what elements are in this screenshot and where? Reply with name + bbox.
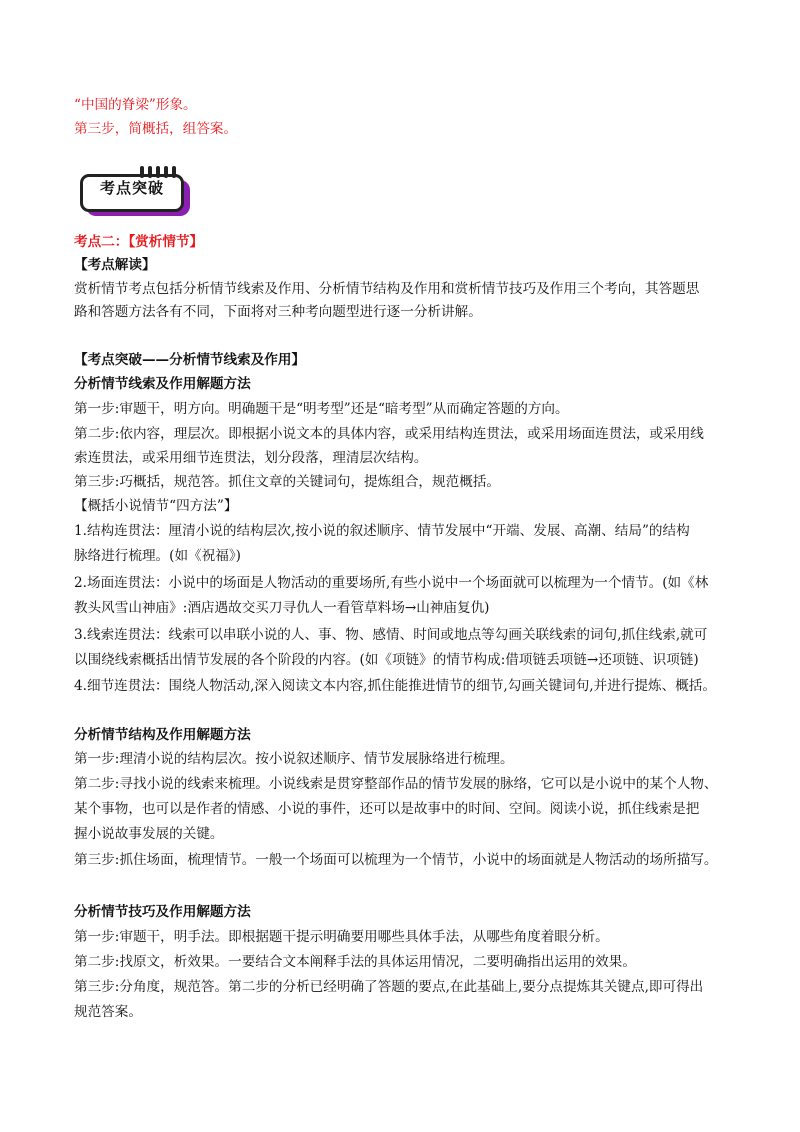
part2-step3: 第三步:抓住场面，梳理情节。一般一个场面可以梳理为一个情节，小说中的场面就是人物活动的场所描写。 — [74, 852, 718, 868]
four-methods-heading: 【概括小说情节“四方法”】 — [74, 498, 238, 514]
step-three-answer: 第三步，简概括，组答案。 — [74, 121, 238, 137]
part1-step3: 第三步:巧概括，规范答。抓住文章的关键词句，提炼组合，规范概括。 — [74, 474, 500, 490]
interpretation-heading: 【考点解读】 — [74, 257, 156, 273]
method-2: 2.场面连贯法：小说中的场面是人物活动的重要场所,有些小说中一个场面就可以梳理为一个情节。(如《林 — [74, 575, 709, 591]
interpretation-line: 赏析情节考点包括分析情节线索及作用、分析情节结构及作用和赏析情节技巧及作用三个考向，其答题思 — [74, 281, 700, 297]
part2-step2-cont: 某个事物，也可以是作者的情感、小说的事件，还可以是故事中的时间、空间。阅读小说，抓住线索是把 — [74, 801, 700, 817]
part3-method-title: 分析情节技巧及作用解题方法 — [74, 904, 251, 920]
continued-text: “中国的脊梁”形象。 — [74, 97, 197, 113]
part2-step1: 第一步:理清小说的结构层次。按小说叙述顺序、情节发展脉络进行梳理。 — [74, 751, 514, 767]
part3-step3: 第三步:分角度，规范答。第二步的分析已经明确了答题的要点,在此基础上,要分点提炼其关键点,即可得出 — [74, 979, 704, 995]
method-3-cont: 以围绕线索概括出情节发展的各个阶段的内容。(如《项链》的情节构成:借项链丢项链→还项链、识项链) — [74, 652, 699, 668]
kaodian-tupo-badge — [80, 164, 190, 214]
part1-step1: 第一步:审题干，明方向。明确题干是“明考型”还是“暗考型”从而确定答题的方向。 — [74, 401, 569, 417]
part1-step2: 第二步:依内容，理层次。即根据小说文本的具体内容，或采用结构连贯法，或采用场面连贯法，或采用线 — [74, 426, 704, 442]
part1-heading: 【考点突破——分析情节线索及作用】 — [74, 352, 306, 368]
part3-step2: 第二步:找原文，析效果。一要结合文本阐释手法的具体运用情况，二要明确指出运用的效果。 — [74, 954, 636, 970]
part3-step1: 第一步:审题干，明手法。即根据题干提示明确要用哪些具体手法，从哪些角度着眼分析。 — [74, 929, 609, 945]
part1-method-title: 分析情节线索及作用解题方法 — [74, 376, 251, 392]
interpretation-line: 路和答题方法各有不同，下面将对三种考向题型进行逐一分析讲解。 — [74, 304, 482, 320]
method-1-cont: 脉络进行梳理。(如《祝福》) — [74, 548, 241, 564]
method-3: 3.线索连贯法：线索可以串联小说的人、事、物、感情、时间或地点等勾画关联线索的词句,抓住线索,就可 — [74, 627, 708, 643]
method-4: 4.细节连贯法：围绕人物活动,深入阅读文本内容,抓住能推进情节的细节,勾画关键词句,并进行提炼、概括。 — [74, 678, 716, 694]
part1-step2-cont: 索连贯法，或采用细节连贯法，划分段落，理清层次结构。 — [74, 450, 428, 466]
part3-step3-cont: 规范答案。 — [74, 1004, 142, 1020]
part2-method-title: 分析情节结构及作用解题方法 — [74, 727, 251, 743]
method-1: 1.结构连贯法：厘清小说的结构层次,按小说的叙述顺序、情节发展中“开端、发展、高潮、结局”的结构 — [74, 523, 690, 539]
method-2-cont: 教头风雪山神庙》:酒店遇故交买刀寻仇人一看管草料场→山神庙复仇) — [74, 600, 490, 616]
part2-step2-cont: 握小说故事发展的关键。 — [74, 826, 224, 842]
section-title: 考点二：【赏析情节】 — [74, 234, 204, 250]
badge-label: 考点突破 — [99, 179, 164, 197]
part2-step2: 第二步:寻找小说的线索来梳理。小说线索是贯穿整部作品的情节发展的脉络，它可以是小说中的某个人物、 — [74, 776, 718, 792]
